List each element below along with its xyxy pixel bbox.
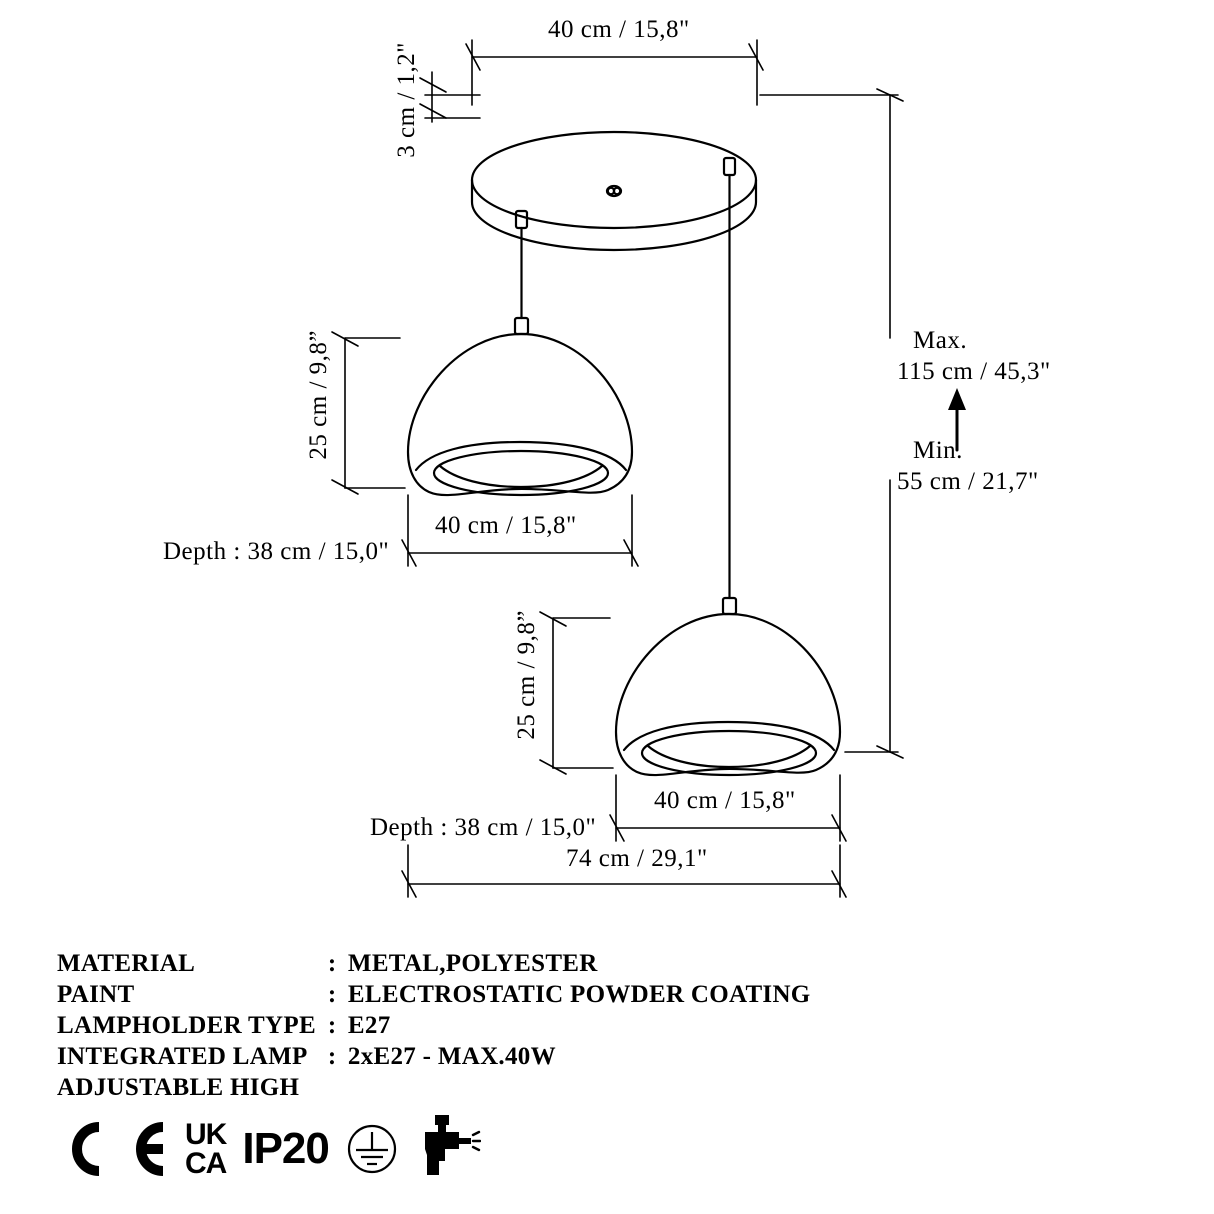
label-min-value: 55 cm / 21,7"	[897, 468, 1039, 495]
spray-gun-icon	[415, 1115, 481, 1183]
label-total-width: 74 cm / 29,1"	[566, 845, 708, 872]
dim-canopy-height	[420, 72, 480, 122]
ukca-line-1: UK	[185, 1118, 227, 1151]
ceiling-canopy	[472, 132, 756, 250]
label-canopy-height: 3 cm / 1,2"	[393, 42, 420, 158]
ce-mark-icon	[55, 1119, 171, 1179]
dim-shade1-height	[332, 332, 405, 494]
spec-value: METAL,POLYESTER	[347, 950, 598, 977]
label-shade2-width: 40 cm / 15,8"	[654, 787, 796, 814]
spec-label: MATERIAL	[57, 950, 196, 977]
label-max: Max.	[913, 327, 968, 354]
spec-row	[57, 1012, 811, 1043]
specification-table	[57, 950, 811, 1105]
label-shade2-height: 25 cm / 9,8”	[513, 610, 540, 740]
label-shade1-height: 25 cm / 9,8”	[305, 330, 332, 460]
spec-label: ADJUSTABLE HIGH	[57, 1074, 300, 1101]
spec-row	[57, 1043, 811, 1074]
spec-value: 2xE27 - MAX.40W	[347, 1043, 556, 1070]
label-shade1-width: 40 cm / 15,8"	[435, 512, 577, 539]
spec-row	[57, 981, 811, 1012]
spec-colon: :	[327, 1012, 337, 1039]
dim-canopy-width	[466, 40, 763, 105]
spec-value	[348, 1074, 811, 1105]
spec-row	[57, 1074, 811, 1105]
label-shade2-depth: Depth : 38 cm / 15,0"	[370, 814, 597, 841]
ukca-line-2: CA	[185, 1147, 227, 1180]
lamp-shade-lower	[616, 614, 840, 775]
ip-rating-label: IP20	[242, 1124, 329, 1173]
suspension-cords	[515, 158, 736, 614]
spec-colon: :	[327, 981, 337, 1008]
dim-height-range	[760, 89, 903, 758]
label-max-value: 115 cm / 45,3"	[897, 358, 1051, 385]
ukca-mark-icon	[185, 1120, 226, 1178]
spec-row	[57, 950, 811, 981]
earth-ground-icon	[343, 1120, 401, 1178]
spec-value: ELECTROSTATIC POWDER COATING	[347, 981, 811, 1008]
spec-colon	[328, 1074, 348, 1105]
dim-shade2-height	[540, 612, 613, 774]
spec-label: INTEGRATED LAMP	[57, 1043, 308, 1070]
label-shade1-depth: Depth : 38 cm / 15,0"	[163, 538, 390, 565]
certification-badges	[55, 1115, 481, 1183]
spec-value: E27	[347, 1012, 391, 1039]
label-canopy-diameter: 40 cm / 15,8"	[548, 16, 690, 43]
label-min: Min.	[913, 437, 963, 464]
spec-colon: :	[327, 1043, 337, 1070]
spec-label: PAINT	[57, 981, 135, 1008]
spec-label: LAMPHOLDER TYPE	[57, 1012, 316, 1039]
spec-colon: :	[327, 950, 337, 977]
lamp-shade-upper	[408, 334, 632, 495]
